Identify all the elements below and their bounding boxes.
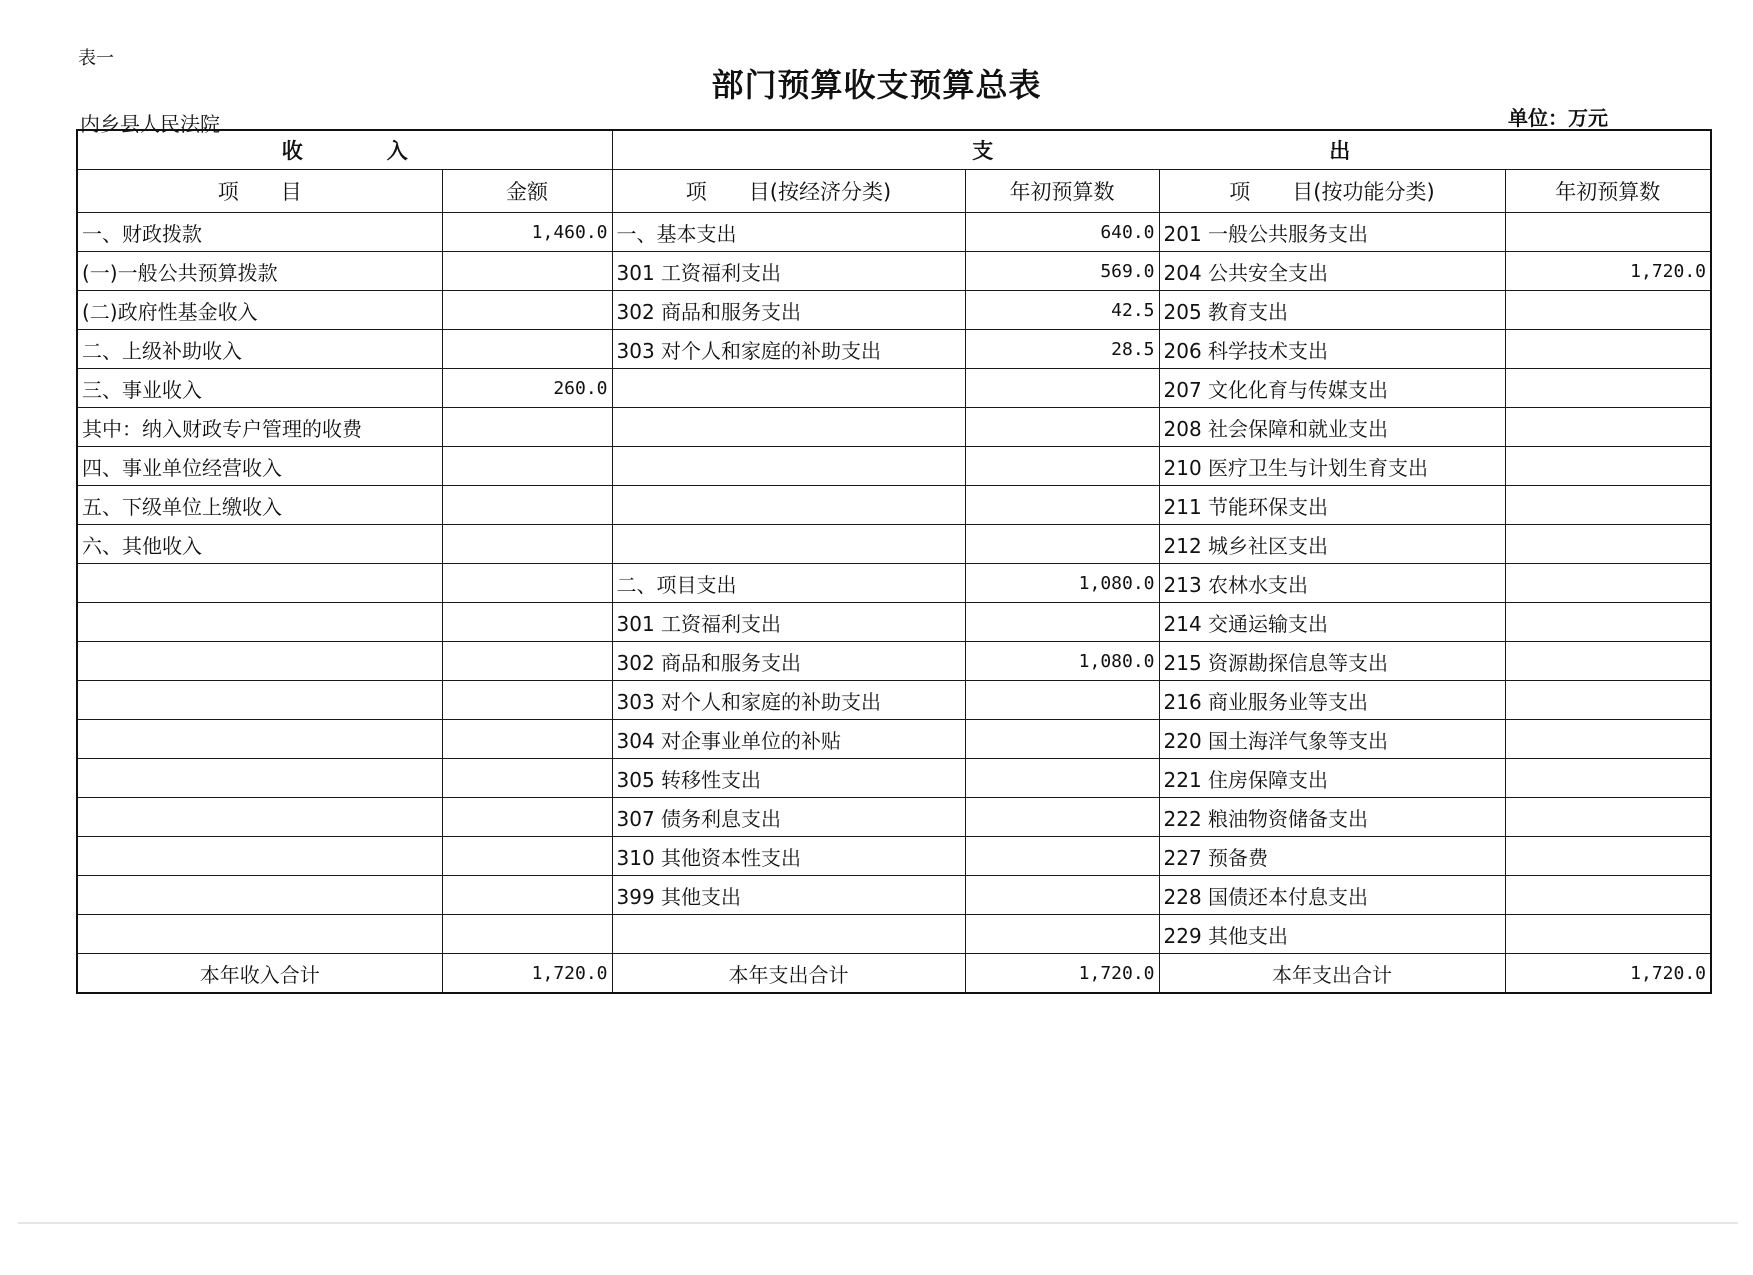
econ-total-label: 本年支出合计 xyxy=(612,954,965,994)
income-amount-cell xyxy=(442,915,612,954)
econ-budget-cell xyxy=(965,486,1159,525)
table-row xyxy=(77,252,1711,291)
table-row xyxy=(77,798,1711,837)
income-item-cell: (一)一般公共预算拨款 xyxy=(77,252,442,291)
income-amount-cell xyxy=(442,798,612,837)
income-item-cell xyxy=(77,603,442,642)
econ-item-cell: 307 债务利息支出 xyxy=(612,798,965,837)
econ-item-cell: 301 工资福利支出 xyxy=(612,603,965,642)
func-budget-cell xyxy=(1505,837,1711,876)
income-amount-cell xyxy=(442,837,612,876)
income-item-cell: 一、财政拨款 xyxy=(77,213,442,252)
func-item-cell: 201 一般公共服务支出 xyxy=(1159,213,1505,252)
table-row xyxy=(77,681,1711,720)
department-name: 内乡县人民法院 xyxy=(80,112,220,136)
econ-item-cell: 302 商品和服务支出 xyxy=(612,642,965,681)
table-row xyxy=(77,603,1711,642)
econ-item-header: 项 目(按经济分类) xyxy=(612,170,965,213)
func-budget-cell xyxy=(1505,525,1711,564)
income-amount-cell: 260.0 xyxy=(442,369,612,408)
table-row xyxy=(77,837,1711,876)
income-item-cell: 五、下级单位上缴收入 xyxy=(77,486,442,525)
func-item-cell: 206 科学技术支出 xyxy=(1159,330,1505,369)
func-item-cell: 216 商业服务业等支出 xyxy=(1159,681,1505,720)
expense-section-header: 支 出 xyxy=(612,130,1711,170)
func-item-cell: 221 住房保障支出 xyxy=(1159,759,1505,798)
econ-budget-cell xyxy=(965,408,1159,447)
func-budget-cell xyxy=(1505,720,1711,759)
func-item-cell: 220 国土海洋气象等支出 xyxy=(1159,720,1505,759)
econ-budget-cell xyxy=(965,603,1159,642)
econ-item-cell xyxy=(612,915,965,954)
func-item-header: 项 目(按功能分类) xyxy=(1159,170,1505,213)
table-row xyxy=(77,642,1711,681)
func-item-cell: 213 农林水支出 xyxy=(1159,564,1505,603)
econ-item-cell xyxy=(612,447,965,486)
table-row xyxy=(77,291,1711,330)
func-item-cell: 210 医疗卫生与计划生育支出 xyxy=(1159,447,1505,486)
scan-edge-divider xyxy=(18,1222,1738,1224)
econ-item-cell: 399 其他支出 xyxy=(612,876,965,915)
func-budget-cell xyxy=(1505,213,1711,252)
income-item-cell: 二、上级补助收入 xyxy=(77,330,442,369)
func-item-cell: 212 城乡社区支出 xyxy=(1159,525,1505,564)
econ-item-cell xyxy=(612,486,965,525)
func-item-cell: 227 预备费 xyxy=(1159,837,1505,876)
func-budget-cell xyxy=(1505,759,1711,798)
econ-budget-cell: 42.5 xyxy=(965,291,1159,330)
income-item-header: 项 目 xyxy=(77,170,442,213)
income-item-cell: (二)政府性基金收入 xyxy=(77,291,442,330)
income-item-cell xyxy=(77,720,442,759)
table-row xyxy=(77,525,1711,564)
table-row xyxy=(77,915,1711,954)
income-item-cell xyxy=(77,837,442,876)
econ-budget-cell: 569.0 xyxy=(965,252,1159,291)
table-number-label: 表一 xyxy=(78,48,114,69)
func-budget-cell xyxy=(1505,915,1711,954)
econ-item-cell: 303 对个人和家庭的补助支出 xyxy=(612,681,965,720)
func-budget-header: 年初预算数 xyxy=(1505,170,1711,213)
table-row xyxy=(77,213,1711,252)
table-row xyxy=(77,564,1711,603)
func-budget-cell: 1,720.0 xyxy=(1505,252,1711,291)
econ-budget-cell xyxy=(965,798,1159,837)
func-budget-cell xyxy=(1505,408,1711,447)
header-row-top xyxy=(77,130,1711,170)
econ-budget-header: 年初预算数 xyxy=(965,170,1159,213)
header-row-sub xyxy=(77,170,1711,213)
func-budget-cell xyxy=(1505,291,1711,330)
income-amount-cell xyxy=(442,642,612,681)
econ-budget-cell: 640.0 xyxy=(965,213,1159,252)
table-row xyxy=(77,447,1711,486)
income-amount-cell xyxy=(442,564,612,603)
income-item-cell xyxy=(77,681,442,720)
econ-item-cell: 310 其他资本性支出 xyxy=(612,837,965,876)
econ-budget-cell xyxy=(965,759,1159,798)
econ-item-cell: 304 对企事业单位的补贴 xyxy=(612,720,965,759)
econ-item-cell: 一、基本支出 xyxy=(612,213,965,252)
totals-row xyxy=(77,954,1711,994)
table-row xyxy=(77,486,1711,525)
econ-item-cell xyxy=(612,525,965,564)
func-item-cell: 205 教育支出 xyxy=(1159,291,1505,330)
func-budget-cell xyxy=(1505,330,1711,369)
func-total-label: 本年支出合计 xyxy=(1159,954,1505,994)
func-item-cell: 207 文化化育与传媒支出 xyxy=(1159,369,1505,408)
income-amount-cell xyxy=(442,759,612,798)
income-amount-cell xyxy=(442,720,612,759)
func-budget-cell xyxy=(1505,642,1711,681)
income-amount-header: 金额 xyxy=(442,170,612,213)
income-amount-cell xyxy=(442,408,612,447)
income-amount-cell: 1,460.0 xyxy=(442,213,612,252)
func-item-cell: 228 国债还本付息支出 xyxy=(1159,876,1505,915)
income-total-label: 本年收入合计 xyxy=(77,954,442,994)
income-section-header: 收 入 xyxy=(77,130,612,170)
func-budget-cell xyxy=(1505,447,1711,486)
econ-budget-cell xyxy=(965,369,1159,408)
econ-budget-cell xyxy=(965,720,1159,759)
econ-total-amount: 1,720.0 xyxy=(965,954,1159,994)
income-item-cell xyxy=(77,564,442,603)
func-budget-cell xyxy=(1505,876,1711,915)
income-amount-cell xyxy=(442,603,612,642)
econ-item-cell xyxy=(612,408,965,447)
page-title: 部门预算收支预算总表 xyxy=(711,66,1042,104)
income-item-cell xyxy=(77,759,442,798)
func-item-cell: 214 交通运输支出 xyxy=(1159,603,1505,642)
econ-budget-cell xyxy=(965,876,1159,915)
econ-item-cell: 二、项目支出 xyxy=(612,564,965,603)
econ-item-cell: 303 对个人和家庭的补助支出 xyxy=(612,330,965,369)
income-total-amount: 1,720.0 xyxy=(442,954,612,994)
table-row xyxy=(77,408,1711,447)
econ-item-cell xyxy=(612,369,965,408)
income-amount-cell xyxy=(442,876,612,915)
income-item-cell: 六、其他收入 xyxy=(77,525,442,564)
econ-item-cell: 302 商品和服务支出 xyxy=(612,291,965,330)
budget-summary-table xyxy=(76,129,1712,994)
econ-budget-cell: 1,080.0 xyxy=(965,642,1159,681)
income-amount-cell xyxy=(442,330,612,369)
income-amount-cell xyxy=(442,486,612,525)
income-amount-cell xyxy=(442,291,612,330)
table-row xyxy=(77,330,1711,369)
table-row xyxy=(77,720,1711,759)
econ-budget-cell xyxy=(965,681,1159,720)
income-amount-cell xyxy=(442,252,612,291)
table-row xyxy=(77,759,1711,798)
func-item-cell: 222 粮油物资储备支出 xyxy=(1159,798,1505,837)
income-amount-cell xyxy=(442,681,612,720)
income-item-cell xyxy=(77,642,442,681)
income-amount-cell xyxy=(442,447,612,486)
econ-budget-cell xyxy=(965,837,1159,876)
econ-item-cell: 301 工资福利支出 xyxy=(612,252,965,291)
econ-item-cell: 305 转移性支出 xyxy=(612,759,965,798)
func-budget-cell xyxy=(1505,603,1711,642)
table-row xyxy=(77,876,1711,915)
func-budget-cell xyxy=(1505,486,1711,525)
income-item-cell xyxy=(77,798,442,837)
func-budget-cell xyxy=(1505,681,1711,720)
unit-label: 单位：万元 xyxy=(1508,106,1608,130)
income-item-cell: 其中：纳入财政专户管理的收费 xyxy=(77,408,442,447)
func-item-cell: 208 社会保障和就业支出 xyxy=(1159,408,1505,447)
income-item-cell xyxy=(77,876,442,915)
func-budget-cell xyxy=(1505,369,1711,408)
income-item-cell xyxy=(77,915,442,954)
func-item-cell: 229 其他支出 xyxy=(1159,915,1505,954)
func-item-cell: 215 资源勘探信息等支出 xyxy=(1159,642,1505,681)
income-item-cell: 三、事业收入 xyxy=(77,369,442,408)
econ-budget-cell: 1,080.0 xyxy=(965,564,1159,603)
func-item-cell: 211 节能环保支出 xyxy=(1159,486,1505,525)
func-total-amount: 1,720.0 xyxy=(1505,954,1711,994)
income-item-cell: 四、事业单位经营收入 xyxy=(77,447,442,486)
func-budget-cell xyxy=(1505,564,1711,603)
econ-budget-cell xyxy=(965,915,1159,954)
econ-budget-cell xyxy=(965,447,1159,486)
func-item-cell: 204 公共安全支出 xyxy=(1159,252,1505,291)
table-row xyxy=(77,369,1711,408)
func-budget-cell xyxy=(1505,798,1711,837)
econ-budget-cell: 28.5 xyxy=(965,330,1159,369)
income-amount-cell xyxy=(442,525,612,564)
econ-budget-cell xyxy=(965,525,1159,564)
